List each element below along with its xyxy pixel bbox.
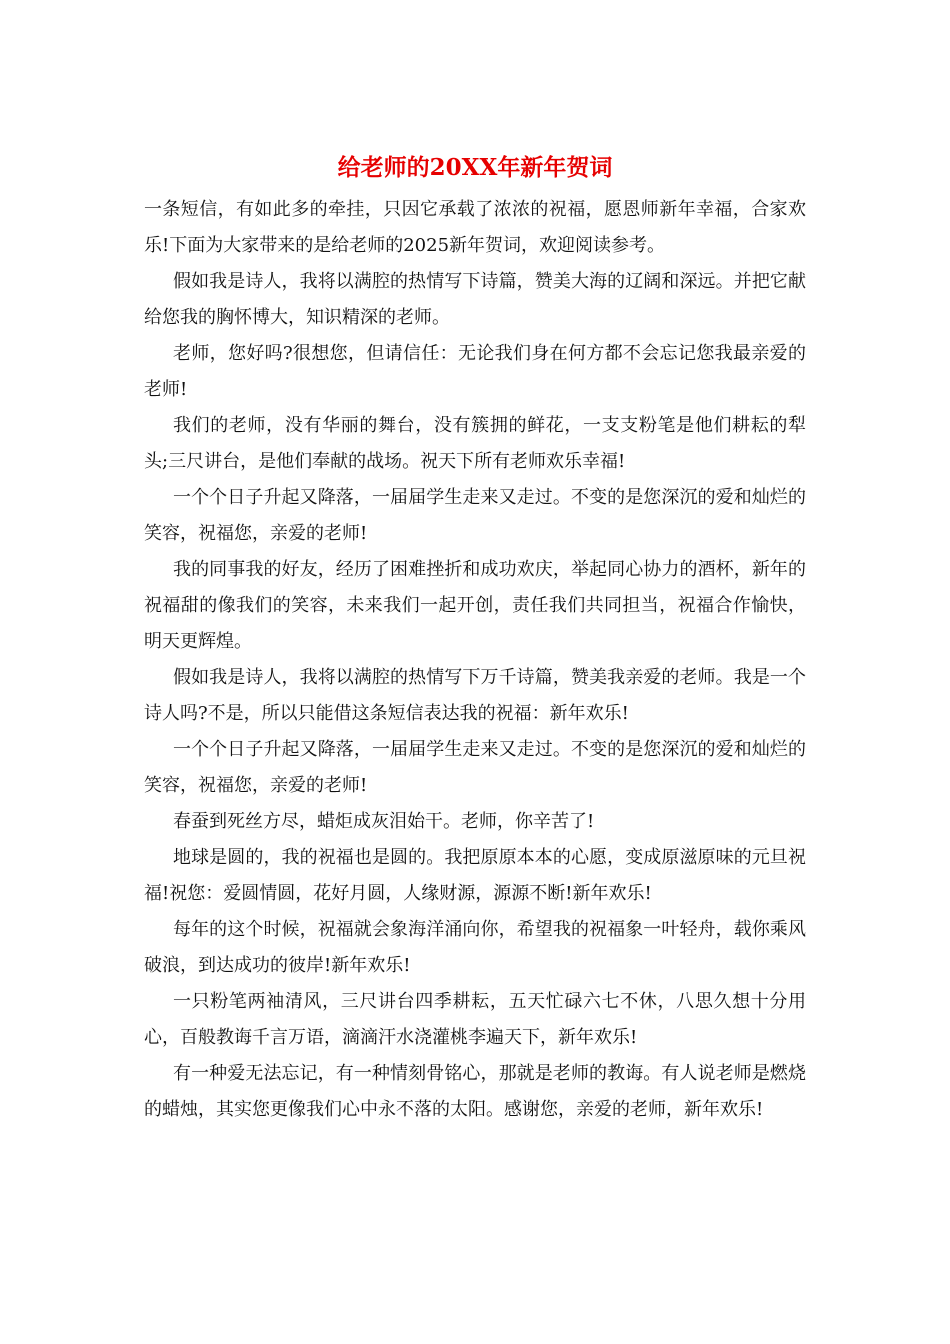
document-title: 给老师的20XX年新年贺词 — [337, 154, 613, 181]
paragraph: 地球是圆的，我的祝福也是圆的。我把原原本本的心愿，变成原滋原味的元旦祝福!祝您：爱圆情圆，花好月圆，人缘财源，源源不断!新年欢乐! — [144, 847, 806, 904]
paragraph: 春蚕到死丝方尽，蜡炬成灰泪始干。老师，你辛苦了! — [173, 811, 595, 832]
paragraph: 假如我是诗人，我将以满腔的热情写下诗篇，赞美大海的辽阔和深远。并把它献给您我的胸怀博大，知识精深的老师。 — [144, 271, 806, 328]
paragraph: 每年的这个时候，祝福就会象海洋涌向你，希望我的祝福象一叶轻舟，载你乘风破浪，到达成功的彼岸!新年欢乐! — [144, 919, 806, 976]
paragraph: 我的同事我的好友，经历了困难挫折和成功欢庆，举起同心协力的酒杯，新年的祝福甜的像我们的笑容，未来我们一起开创，责任我们共同担当，祝福合作愉快，明天更辉煌。 — [144, 559, 806, 652]
paragraph: 有一种爱无法忘记，有一种情刻骨铭心，那就是老师的教诲。有人说老师是燃烧的蜡烛，其实您更像我们心中永不落的太阳。感谢您，亲爱的老师，新年欢乐! — [144, 1063, 806, 1120]
paragraph: 一个个日子升起又降落，一届届学生走来又走过。不变的是您深沉的爱和灿烂的笑容，祝福您，亲爱的老师! — [144, 739, 806, 796]
paragraph: 我们的老师，没有华丽的舞台，没有簇拥的鲜花，一支支粉笔是他们耕耘的犁头;三尺讲台，是他们奉献的战场。祝天下所有老师欢乐幸福! — [144, 415, 806, 472]
paragraph: 老师，您好吗?很想您，但请信任：无论我们身在何方都不会忘记您我最亲爱的老师! — [144, 343, 806, 400]
paragraph: 假如我是诗人，我将以满腔的热情写下万千诗篇，赞美我亲爱的老师。我是一个诗人吗?不是，所以只能借这条短信表达我的祝福：新年欢乐! — [144, 667, 806, 724]
paragraph: 一个个日子升起又降落，一届届学生走来又走过。不变的是您深沉的爱和灿烂的笑容，祝福您，亲爱的老师! — [144, 487, 806, 544]
paragraph: 一只粉笔两袖清风，三尺讲台四季耕耘，五天忙碌六七不休，八思久想十分用心，百般教诲千言万语，滴滴汗水浇灌桃李遍天下，新年欢乐! — [144, 991, 806, 1048]
document-body — [144, 192, 806, 1128]
paragraph-intro: 一条短信，有如此多的牵挂，只因它承载了浓浓的祝福，愿恩师新年幸福，合家欢乐!下面为大家带来的是给老师的2025新年贺词，欢迎阅读参考。 — [144, 199, 806, 256]
